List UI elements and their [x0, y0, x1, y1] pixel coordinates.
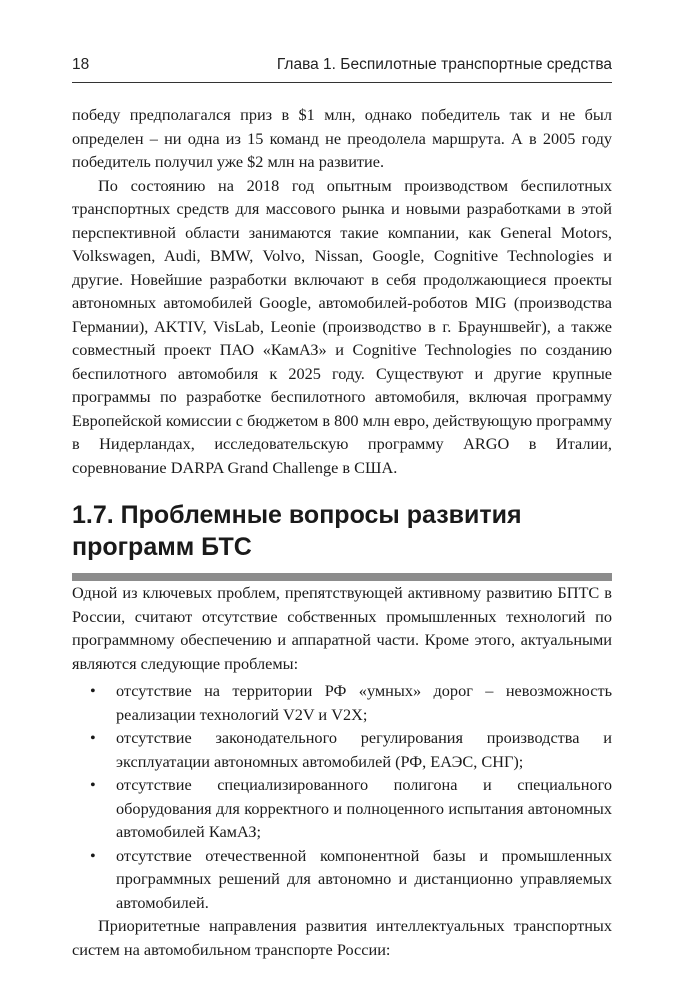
section-intro: Одной из ключевых проблем, препятствующей активному развитию БПТС в России, считают отсутствие собственных промышленных технологий по программному обеспечению и аппаратной части. Кроме этого, актуальными являются следующие проблемы: [72, 583, 612, 673]
list-item [72, 773, 612, 844]
chapter-title: Глава 1. Беспилотные транспортные средства [276, 56, 612, 73]
running-header [72, 56, 612, 78]
paragraph-companies: По состоянию на 2018 год опытным производством беспилотных транспортных средств для массового рынка и новыми разработками в этой перспективной области занимаются такие компании, как General Motors, Volkswagen, Audi, BMW, Volvo, Nissan, Google, Cognitive Technologies и другие. Новейшие разработки включают в себя продолжающиеся проекты автономных автомобилей Google, автомобилей-роботов MIG (производства Германии), AKTIV, VisLab, Leonie (производство в г. Брауншвейг), а также совместный проект ПАО «КамАЗ» и Cognitive Technologies по созданию беспилотного автомобиля к 2025 году. Существуют и другие крупные программы по разработке беспилотного автомобиля, включая программу Европейской комиссии с бюджетом в 800 млн евро, действующую программу в Нидерландах, исследовательскую программу ARGO в Италии, соревнование DARPA Grand Challenge в США. [72, 175, 612, 477]
section-heading-line2: программ БТС [72, 533, 252, 561]
list-item [72, 844, 612, 915]
list-item [72, 679, 612, 726]
section-heading [72, 499, 612, 563]
header-divider [72, 82, 612, 83]
bullet-icon: • [90, 845, 96, 865]
paragraph-priorities: Приоритетные направления развития интеллектуальных транспортных систем на автомобильном транспорте России: [72, 916, 612, 959]
problems-list [72, 679, 612, 914]
list-item-text: отсутствие специализированного полигона и специального оборудования для корректного и полноценного испытания автономных автомобилей КамАЗ; [116, 775, 612, 841]
list-item-text: отсутствие отечественной компонентной базы и промышленных программных решений для автономно и дистанционно управляемых автомобилей. [116, 845, 612, 912]
section-heading-bar [72, 573, 612, 581]
bullet-icon: • [90, 728, 96, 747]
list-item [72, 726, 612, 773]
bullet-icon: • [90, 681, 96, 700]
page-body [72, 103, 612, 961]
page-number: 18 [72, 56, 90, 73]
section-heading-line1: 1.7. Проблемные вопросы развития [72, 501, 522, 529]
list-item-text: отсутствие на территории РФ «умных» дорог – невозможность реализации технологий V2V и V2X; [116, 681, 612, 724]
bullet-icon: • [90, 775, 96, 794]
list-item-text: отсутствие законодательного регулирования производства и эксплуатации автономных автомобилей (РФ, ЕАЭС, СНГ); [116, 728, 612, 771]
paragraph-continued: победу предполагался приз в $1 млн, однако победитель так и не был определен – ни одна из 15 команд не преодолела маршрута. А в 2005 году победитель получил уже $2 млн на развитие. [72, 105, 612, 171]
